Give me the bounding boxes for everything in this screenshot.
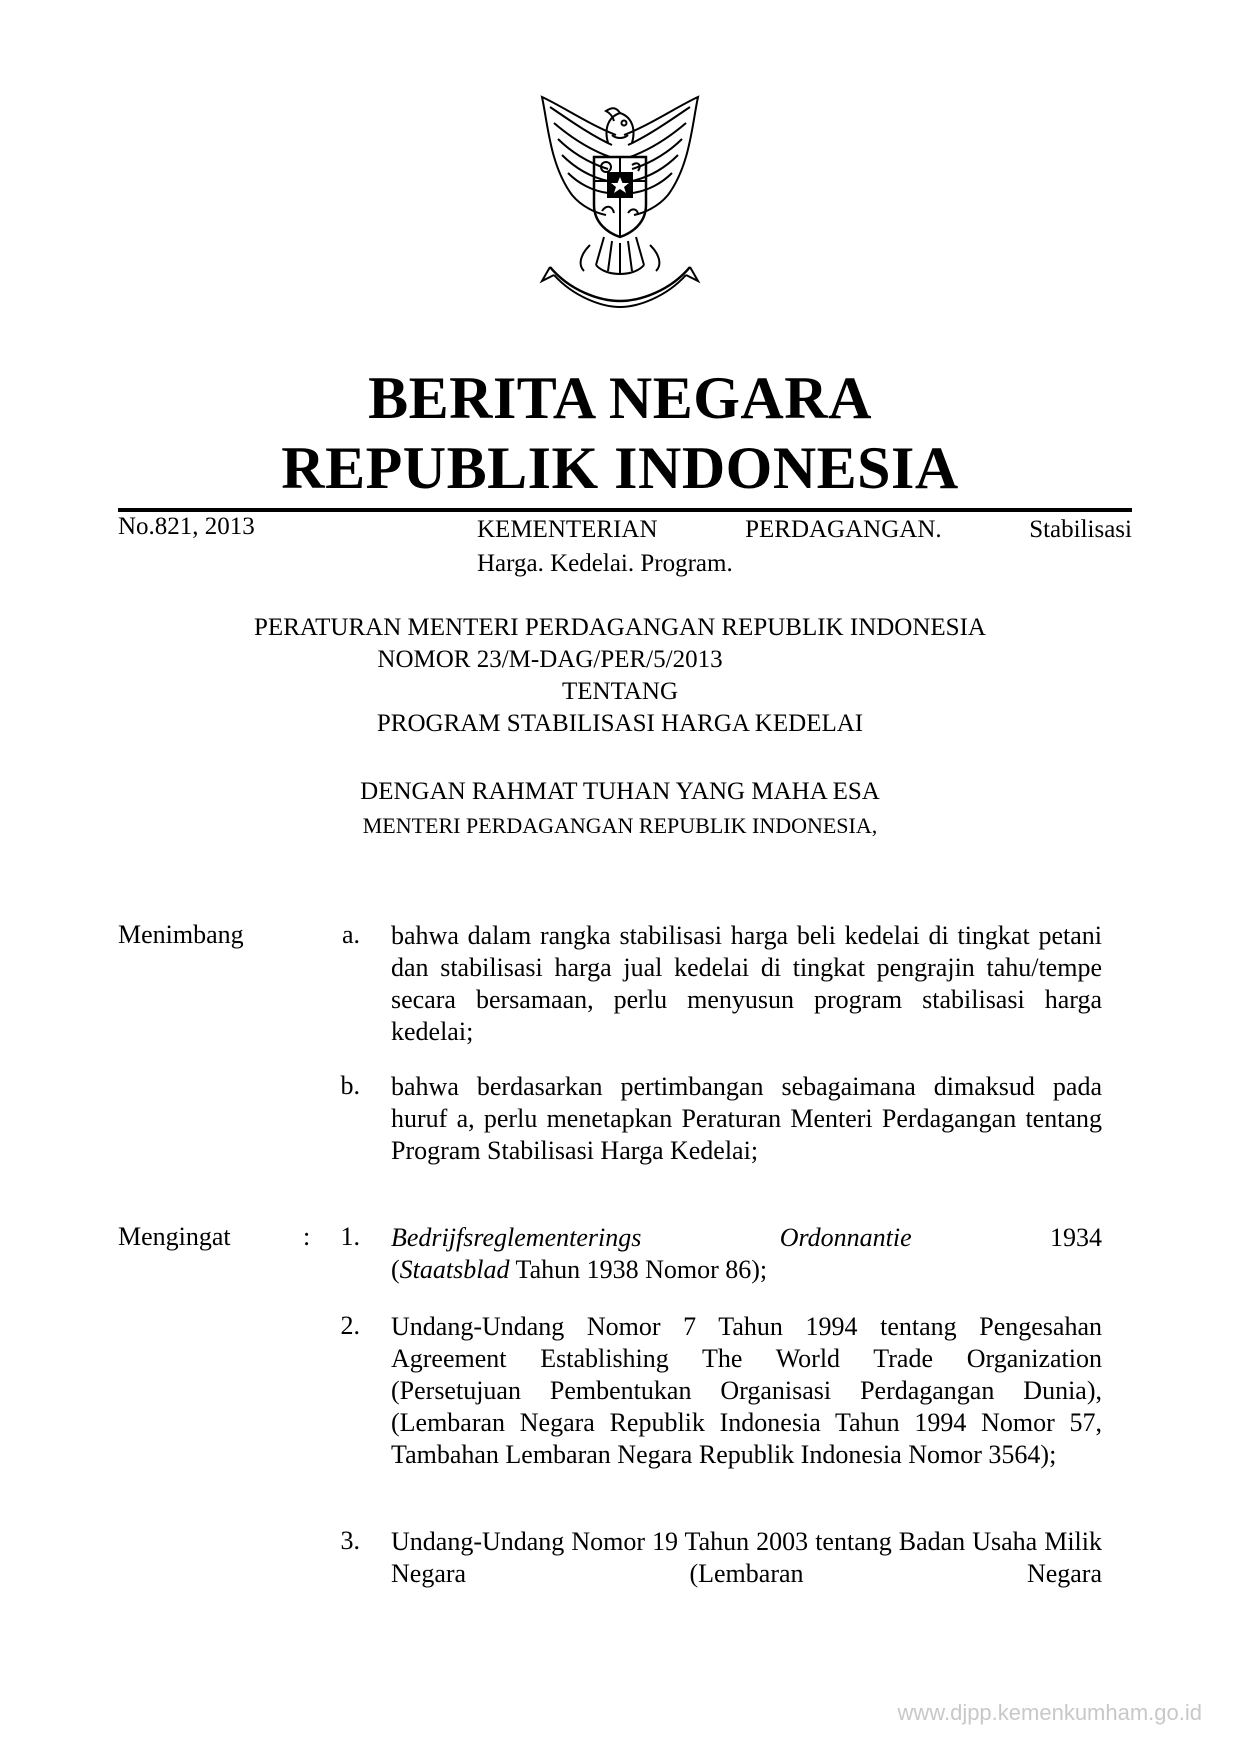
preamble-minister: MENTERI PERDAGANGAN REPUBLIK INDONESIA, [362,813,878,838]
ordinance-year: 1934 [1050,1223,1102,1252]
mengingat-item-text [391,1222,1102,1286]
ordinance-word: Ordonnantie [779,1223,912,1252]
title-line-2: REPUBLIK INDONESIA [281,435,959,501]
staatsblad: Staatsblad [399,1255,510,1284]
mengingat-item-text: Undang-Undang Nomor 7 Tahun 1994 tentang Pengesahan Agreement Establishing The World Trade Organization (Persetujuan Pembentukan Organisasi Perdagangan Dunia), (Lembaran Negara Republik Indonesia Tahun 1994 Nomor 57, Tambahan Lembaran Negara Republik Indonesia Nomor 3564); [391,1312,1102,1469]
regulation-about: TENTANG [561,678,679,705]
desc-stabilization: Stabilisasi [1029,516,1132,543]
gazette-number: No.821, 2013 [118,513,255,540]
header-divider [118,508,1132,512]
mengingat-item-mark: 2. [340,1311,360,1340]
title-line-1: BERITA NEGARA [368,365,872,431]
mengingat-label: Mengingat [118,1222,231,1251]
gazette-description [477,513,1132,581]
desc-ministry: KEMENTERIAN [477,516,658,543]
menimbang-item-text: bahwa berdasarkan pertimbangan sebagaimana dimaksud pada huruf a, perlu menetapkan Peraturan Menteri Perdagangan tentang Program Stabilisasi Harga Kedelai; [391,1072,1102,1165]
mengingat-item-mark: 1. [340,1222,360,1251]
mengingat-item-text: Undang-Undang Nomor 19 Tahun 2003 tentang Badan Usaha Milik Negara (Lembaran Negara [391,1527,1102,1588]
ordinance-title: Bedrijfsreglementerings [391,1223,642,1252]
menimbang-item-text: bahwa dalam rangka stabilisasi harga beli kedelai di tingkat petani dan stabilisasi harga jual kedelai di tingkat pengrajin tahu/tempe secara bersamaan, perlu menyusun program stabilisasi harga kedelai; [391,921,1102,1046]
preamble-invocation: DENGAN RAHMAT TUHAN YANG MAHA ESA [360,778,880,805]
regulation-number: NOMOR 23/M-DAG/PER/5/2013 [377,646,723,673]
desc-trade: PERDAGANGAN. [745,516,942,543]
staatsblad-reference: Tahun 1938 Nomor 86); [509,1255,768,1284]
garuda-emblem-icon [520,95,720,310]
regulation-subject: PROGRAM STABILISASI HARGA KEDELAI [376,710,864,737]
open-paren: ( [391,1255,400,1284]
source-url[interactable]: www.djpp.kemenkumham.go.id [897,1700,1202,1725]
regulation-title: PERATURAN MENTERI PERDAGANGAN REPUBLIK INDONESIA [254,614,986,641]
menimbang-label: Menimbang [118,920,244,949]
menimbang-item-mark: b. [340,1071,360,1100]
menimbang-item-mark: a. [341,920,360,949]
desc-keywords: Harga. Kedelai. Program. [477,550,733,577]
mengingat-colon: : [303,1222,311,1251]
mengingat-item-mark: 3. [340,1526,360,1555]
